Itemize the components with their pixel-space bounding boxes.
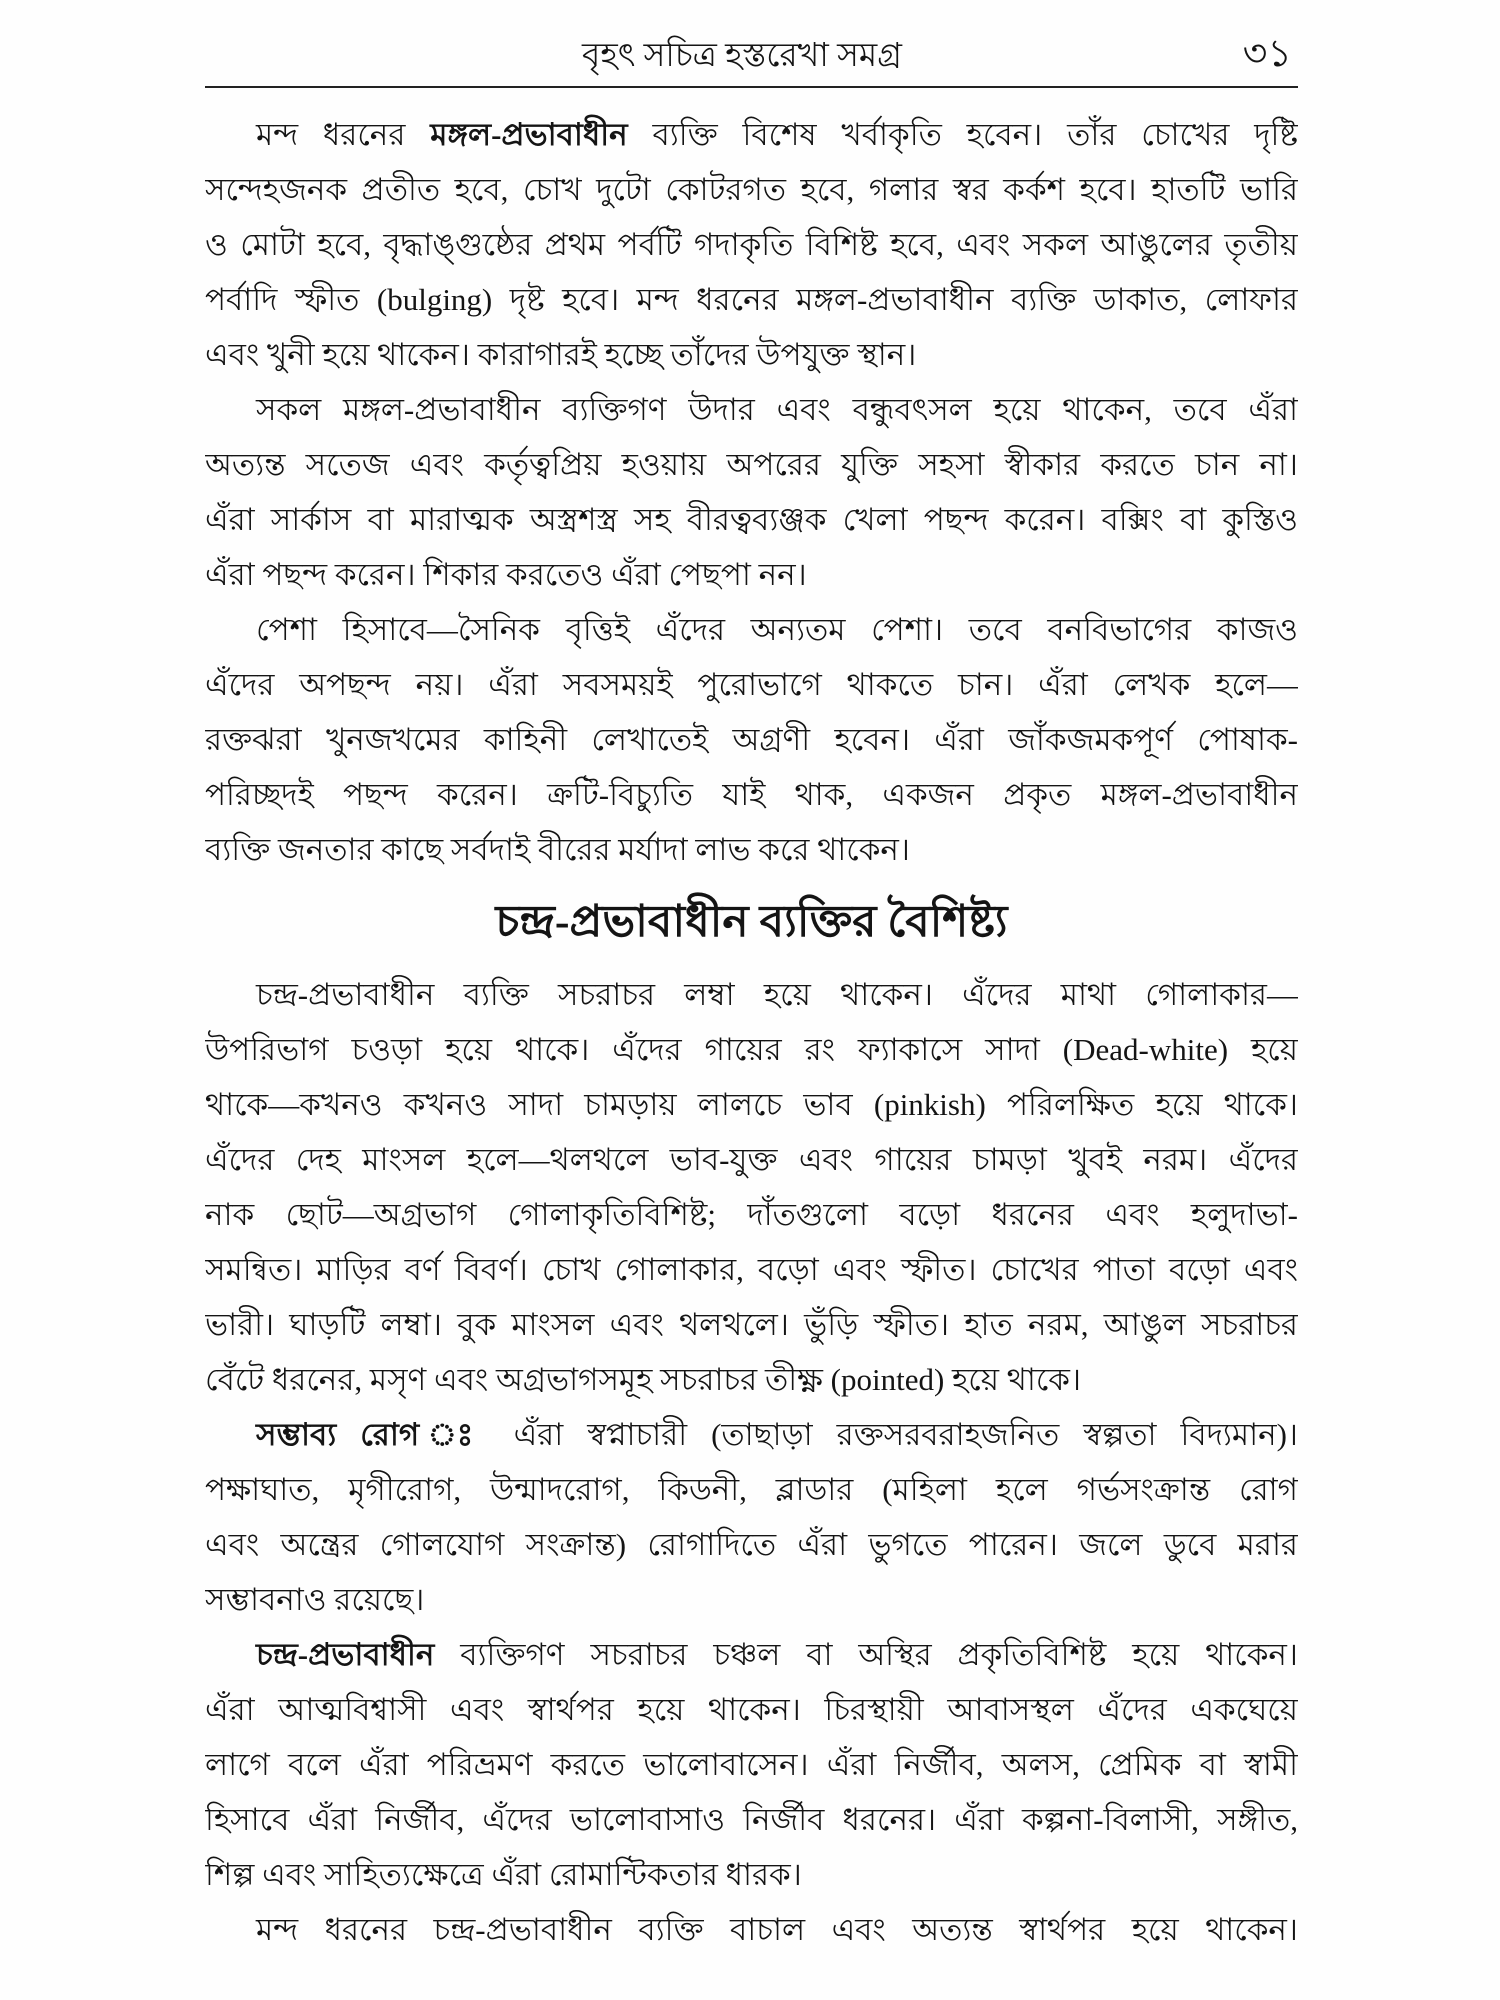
text-line: উপরিভাগ চওড়া হয়ে থাকে। এঁদের গায়ের রং ফ্যাকাসে সাদা (Dead-white) হয়ে [205,1032,1298,1067]
text-line: চন্দ্র-প্রভাবাধীন ব্যক্তি সচরাচর লম্বা হয়ে থাকেন। এঁদের মাথা গোলাকার— [256,977,1298,1012]
paragraph [205,107,1298,382]
text-line: এঁরা পছন্দ করেন। শিকার করতেও এঁরা পেছপা নন। [205,557,807,592]
text-line [205,1627,1298,1682]
text-line: থাকে—কখনও কখনও সাদা চামড়ায় লালচে ভাব (pinkish) পরিলক্ষিত হয়ে থাকে। [205,1087,1298,1122]
text-line: পর্বাদি স্ফীত (bulging) দৃষ্ট হবে। মন্দ ধরনের মঙ্গল-প্রভাবাধীন ব্যক্তি ডাকাত, লোফার [205,282,1298,317]
body-text [205,107,1298,1957]
text-line: সন্দেহজনক প্রতীত হবে, চোখ দুটো কোটরগত হবে, গলার স্বর কর্কশ হবে। হাতটি ভারি [205,172,1298,207]
text-line: লাগে বলে এঁরা পরিভ্রমণ করতে ভালোবাসেন। এঁরা নির্জীব, অলস, প্রেমিক বা স্বামী [205,1747,1298,1782]
text-line: এঁরা সার্কাস বা মারাত্মক অস্ত্রশস্ত্র সহ বীরত্বব্যঞ্জক খেলা পছন্দ করেন। বক্সিং বা কুস্তিও [205,502,1298,537]
text-line: মন্দ ধরনের চন্দ্র-প্রভাবাধীন ব্যক্তি বাচাল এবং অত্যন্ত স্বার্থপর হয়ে থাকেন। [256,1912,1298,1947]
text-line: পেশা হিসাবে—সৈনিক বৃত্তিই এঁদের অন্যতম পেশা। তবে বনবিভাগের কাজও [256,612,1298,647]
text-line: সম্ভাবনাও রয়েছে। [205,1582,425,1617]
text-line: শিল্প এবং সাহিত্যক্ষেত্রে এঁরা রোমান্টিকতার ধারক। [205,1857,802,1892]
text-line [205,1407,1298,1462]
paragraph [205,1902,1298,1957]
paragraph [205,1627,1298,1902]
text-run: এঁরা স্বপ্নাচারী (তাছাড়া রক্তসরবরাহজনিত স্বল্পতা বিদ্যমান)। [489,1417,1298,1452]
text-run: মন্দ ধরনের [256,117,431,152]
text-line: ব্যক্তি জনতার কাছে সর্বদাই বীরের মর্যাদা লাভ করে থাকেন। [205,832,911,867]
text-line: ভারী। ঘাড়টি লম্বা। বুক মাংসল এবং থলথলে। ভুঁড়ি স্ফীত। হাত নরম, আঙুল সচরাচর [205,1307,1298,1342]
text-line: হিসাবে এঁরা নির্জীব, এঁদের ভালোবাসাও নির্জীব ধরনের। এঁরা কল্পনা-বিলাসী, সঙ্গীত, [205,1802,1298,1837]
bold-term: চন্দ্র-প্রভাবাধীন [256,1637,435,1672]
text-line: নাক ছোট—অগ্রভাগ গোলাকৃতিবিশিষ্ট; দাঁতগুলো বড়ো ধরনের এবং হলুদাভা- [205,1197,1298,1232]
paragraph [205,1407,1298,1627]
text-line: বেঁটে ধরনের, মসৃণ এবং অগ্রভাগসমূহ সচরাচর তীক্ষ্ণ (pointed) হয়ে থাকে। [205,1362,1082,1397]
text-line: এবং খুনী হয়ে থাকেন। কারাগারই হচ্ছে তাঁদের উপযুক্ত স্থান। [205,337,917,372]
header-rule [205,86,1298,88]
text-line: পক্ষাঘাত, মৃগীরোগ, উন্মাদরোগ, কিডনী, ব্লাডার (মহিলা হলে গর্ভসংক্রান্ত রোগ [205,1472,1298,1507]
text-run: ব্যক্তিগণ সচরাচর চঞ্চল বা অস্থির প্রকৃতিবিশিষ্ট হয়ে থাকেন। [434,1637,1298,1672]
text-line: অত্যন্ত সতেজ এবং কর্তৃত্বপ্রিয় হওয়ায় অপরের যুক্তি সহসা স্বীকার করতে চান না। [205,447,1298,482]
text-line: রক্তঝরা খুনজখমের কাহিনী লেখাতেই অগ্রণী হবেন। এঁরা জাঁকজমকপূর্ণ পোষাক- [205,722,1298,757]
text-line: ও মোটা হবে, বৃদ্ধাঙ্গুষ্ঠের প্রথম পর্বটি গদাকৃতি বিশিষ্ট হবে, এবং সকল আঙুলের তৃতীয় [205,227,1298,262]
text-line [205,107,1298,162]
page-number: ৩১ [1242,33,1292,75]
paragraph [205,382,1298,602]
text-line: সমন্বিত। মাড়ির বর্ণ বিবর্ণ। চোখ গোলাকার, বড়ো এবং স্ফীত। চোখের পাতা বড়ো এবং [205,1252,1298,1287]
paragraph [205,967,1298,1407]
text-line: এঁদের দেহ মাংসল হলে—থলথলে ভাব-যুক্ত এবং গায়ের চামড়া খুবই নরম। এঁদের [205,1142,1298,1177]
running-header-title: বৃহৎ সচিত্র হস্তরেখা সমগ্র [582,38,902,74]
text-line: এঁদের অপছন্দ নয়। এঁরা সবসময়ই পুরোভাগে থাকতে চান। এঁরা লেখক হলে— [205,667,1298,702]
bold-term: মঙ্গল-প্রভাবাধীন [430,117,628,152]
text-line: সকল মঙ্গল-প্রভাবাধীন ব্যক্তিগণ উদার এবং বন্ধুবৎসল হয়ে থাকেন, তবে এঁরা [256,392,1298,427]
text-line: এবং অন্ত্রের গোলযোগ সংক্রান্ত) রোগাদিতে এঁরা ভুগতে পারেন। জলে ডুবে মরার [205,1527,1298,1562]
bold-term: সম্ভাব্য রোগ ঃ [256,1417,490,1452]
paragraph [205,602,1298,877]
text-line: এঁরা আত্মবিশ্বাসী এবং স্বার্থপর হয়ে থাকেন। চিরস্থায়ী আবাসস্থল এঁদের একঘেয়ে [205,1692,1298,1727]
section-heading: চন্দ্র-প্রভাবাধীন ব্যক্তির বৈশিষ্ট্য [495,897,1008,946]
text-run: ব্যক্তি বিশেষ খর্বাকৃতি হবেন। তাঁর চোখের দৃষ্টি [627,117,1298,152]
text-line: পরিচ্ছদই পছন্দ করেন। ক্রটি-বিচ্যুতি যাই থাক, একজন প্রকৃত মঙ্গল-প্রভাবাধীন [205,777,1298,812]
